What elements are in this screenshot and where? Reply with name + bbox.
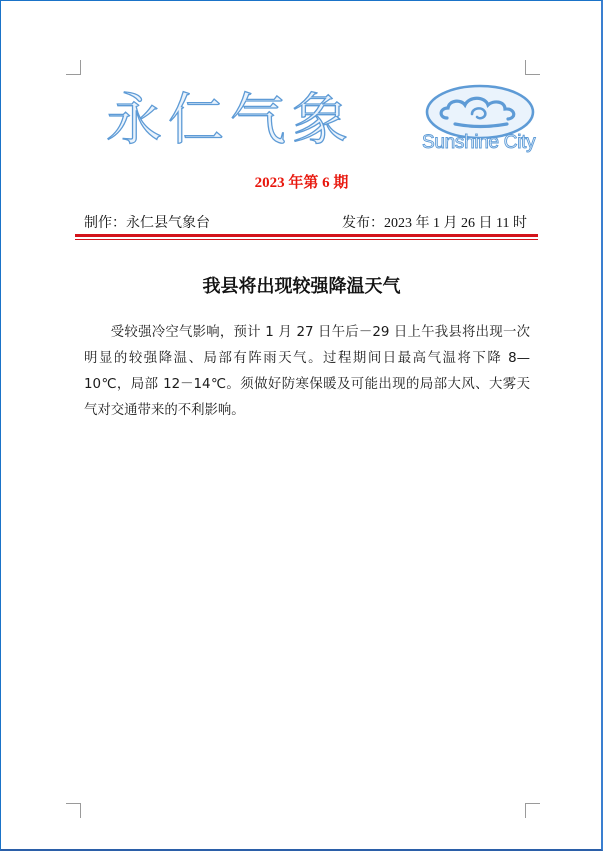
article-headline: 我县将出现较强降温天气: [202, 276, 401, 297]
header-rule-thin: [75, 239, 538, 240]
header-rule-thick: [75, 234, 538, 237]
masthead: [100, 80, 540, 160]
issue-number: 2023 年第 6 期: [254, 175, 349, 191]
logo-text: Sunshine City: [422, 132, 536, 153]
producer-line: 制作：永仁县气象台: [84, 216, 210, 231]
crop-mark-bottom-left: [66, 803, 81, 818]
article-body: 受较强冷空气影响，预计 1 月 27 日午后－29 日上午我县将出现一次明显的较强降温、局部有阵雨天气。过程期间日最高气温将下降 8—10℃，局部 12－14℃。须做好防寒保暖及可能出现的局部大风、大雾天气对交通带来的不利影响。: [84, 325, 530, 418]
masthead-title: 永仁气象: [106, 88, 354, 153]
crop-mark-top-left: [66, 60, 81, 75]
publish-time: 发布：2023 年 1 月 26 日 11 时: [342, 216, 527, 231]
crop-mark-top-right: [525, 60, 540, 75]
crop-mark-bottom-right: [525, 803, 540, 818]
